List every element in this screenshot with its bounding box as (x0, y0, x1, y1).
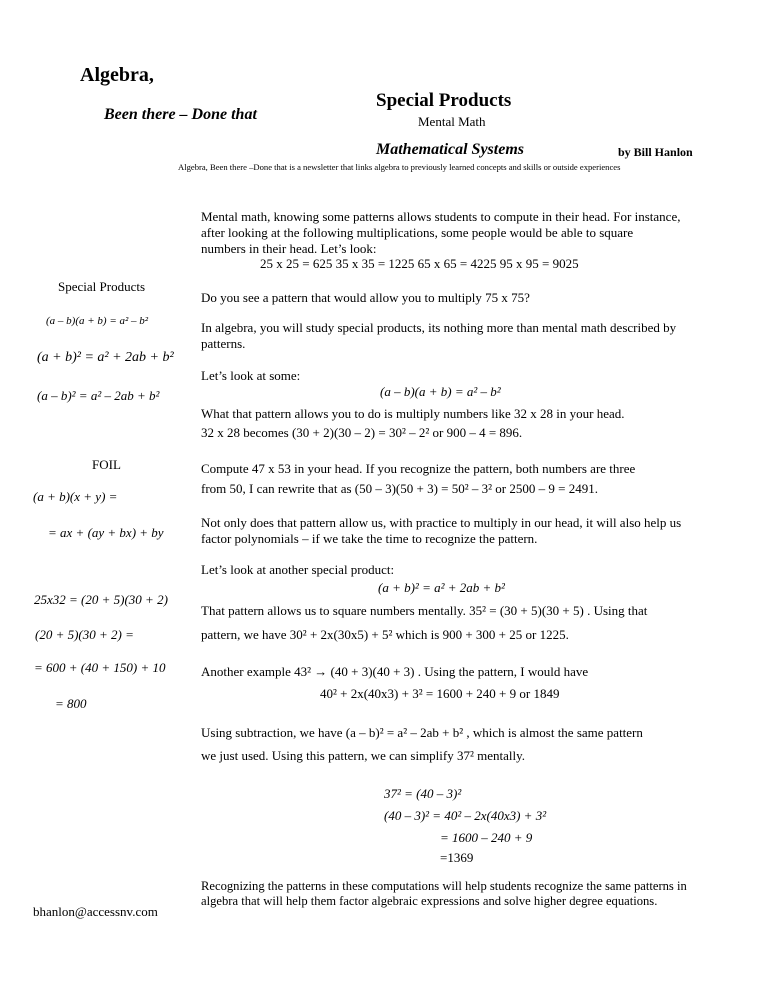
pattern-square-of-sum: (a + b)² = a² + 2ab + b² (378, 580, 505, 595)
author-email[interactable]: bhanlon@accessnv.com (33, 904, 158, 919)
question-line: Do you see a pattern that would allow you to multiply 75 x 75? (201, 290, 530, 305)
example-line-2: (20 + 5)(30 + 2) = (35, 627, 134, 642)
foil-line-1: (a + b)(x + y) = (33, 489, 118, 504)
formula-square-of-sum: (a + b)² = a² + 2ab + b² (37, 350, 174, 365)
tagline: Algebra, Been there –Done that is a newsletter that links algebra to previously learned concepts and skills or outside experiences (178, 162, 621, 172)
page-title: Special Products (376, 90, 512, 111)
calc-line-3: = 1600 – 240 + 9 (440, 830, 533, 845)
another-example: Another example 43² → (40 + 3)(40 + 3) . Using the pattern, I would have (201, 664, 589, 679)
example-line-3: = 600 + (40 + 150) + 10 (34, 660, 166, 675)
pattern1-example: 32 x 28 becomes (30 + 2)(30 – 2) = 30² – 2² or 900 – 4 = 896. (201, 425, 523, 440)
compute-line-1: Compute 47 x 53 in your head. If you recognize the pattern, both numbers are three (201, 461, 636, 476)
another-product: Let’s look at another special product: (201, 562, 395, 577)
publisher-name: Mathematical Systems (376, 141, 524, 158)
subtraction-line-1: Using subtraction, we have (a – b)² = a² – 2ab + b² , which is almost the same pattern (201, 725, 643, 740)
factor-note: Not only does that pattern allow us, with practice to multiply in our head, it will also help us factor polynomials – if we take the time to recognize the pattern. (201, 515, 682, 546)
example-line-4: = 800 (55, 696, 87, 711)
newsletter-title: Algebra, (80, 64, 154, 86)
author-byline: by Bill Hanlon (618, 145, 693, 159)
intro-paragraph: Mental math, knowing some patterns allows students to compute in their head. For instance, after looking at the following multiplications, some people would be able to square numbers in their head. Let’s look: (201, 209, 681, 256)
foil-line-2: = ax + (ay + bx) + by (48, 525, 164, 540)
pattern-difference-of-squares: (a – b)(a + b) = a² – b² (380, 384, 501, 399)
pattern1-use: What that pattern allows you to do is multiply numbers like 32 x 28 in your head. (201, 406, 625, 421)
calc-line-4: =1369 (440, 850, 474, 865)
sidebar-heading-special-products: Special Products (58, 279, 146, 294)
subtraction-line-2: we just used. Using this pattern, we can simplify 37² mentally. (201, 748, 526, 763)
pattern2-use: That pattern allows us to square numbers mentally. 35² = (30 + 5)(30 + 5) . Using that (201, 603, 648, 618)
newsletter-subtitle: Been there – Done that (104, 106, 257, 123)
example-line-1: 25x32 = (20 + 5)(30 + 2) (34, 592, 168, 607)
lets-look-some: Let’s look at some: (201, 368, 301, 383)
formula-square-of-difference: (a – b)² = a² – 2ab + b² (37, 388, 160, 403)
formula-difference-of-squares: (a – b)(a + b) = a² – b² (46, 315, 149, 327)
compute-line-2: from 50, I can rewrite that as (50 – 3)(50 + 3) = 50² – 3² or 2500 – 9 = 2491. (201, 481, 598, 496)
algebra-note: In algebra, you will study special products, its nothing more than mental math described by patterns. (201, 320, 677, 351)
pattern2-example: pattern, we have 30² + 2x(30x5) + 5² which is 900 + 300 + 25 or 1225. (201, 627, 569, 642)
sidebar-heading-foil: FOIL (92, 457, 121, 472)
topic-label: Mental Math (418, 114, 486, 129)
another-example-result: 40² + 2x(40x3) + 3² = 1600 + 240 + 9 or 1849 (320, 686, 560, 701)
conclusion-paragraph: Recognizing the patterns in these computations will help students recognize the same patterns in algebra that will help them factor algebraic expressions and solve higher degree equations. (201, 879, 687, 908)
squares-list: 25 x 25 = 625 35 x 35 = 1225 65 x 65 = 4225 95 x 95 = 9025 (260, 256, 579, 271)
calc-line-1: 37² = (40 – 3)² (384, 786, 462, 801)
calc-line-2: (40 – 3)² = 40² – 2x(40x3) + 3² (384, 808, 547, 823)
